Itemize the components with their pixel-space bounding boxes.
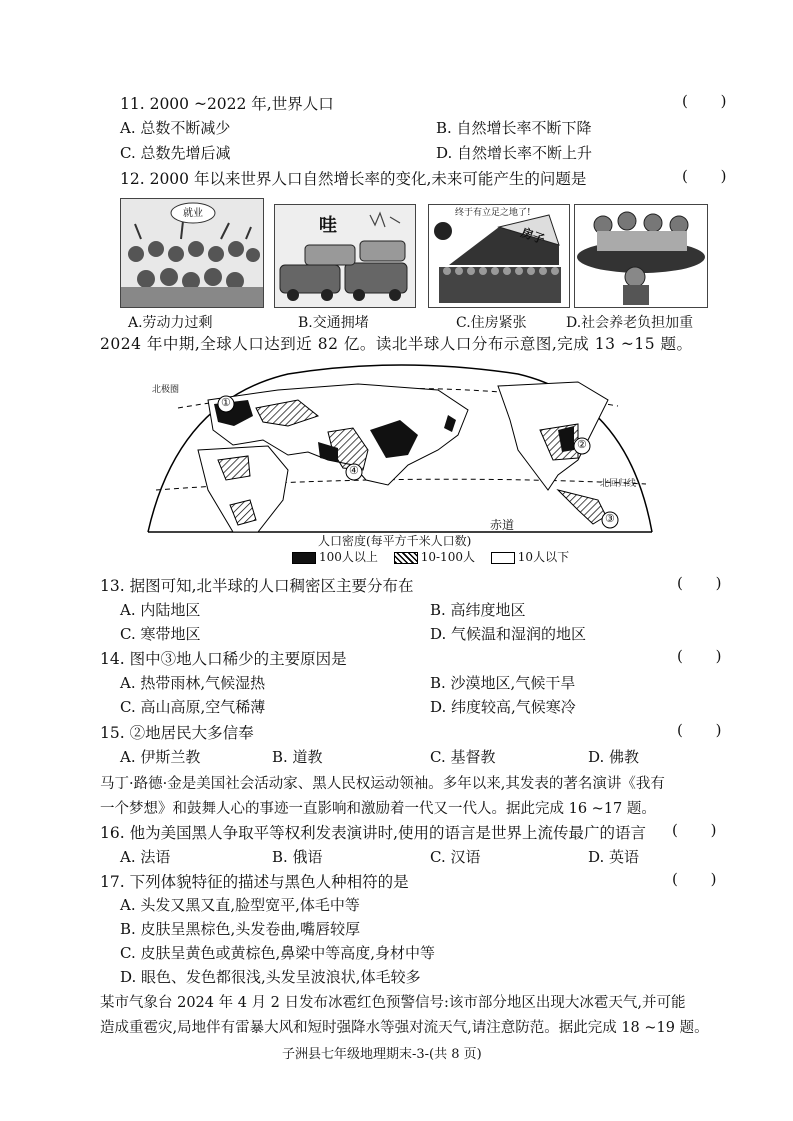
q12-caption-b: B.交通拥堵 xyxy=(298,315,369,331)
q16-option-d: D. 英语 xyxy=(588,848,640,866)
map-marker-1: ① xyxy=(221,396,231,409)
q11-option-d: D. 自然增长率不断上升 xyxy=(436,144,593,162)
q17-stem: 17. 下列体貌特征的描述与黑色人种相符的是 xyxy=(100,873,409,891)
q14-option-b: B. 沙漠地区,气候干旱 xyxy=(430,674,576,692)
q14-option-c: C. 高山高原,空气稀薄 xyxy=(120,698,266,716)
q15-option-d: D. 佛教 xyxy=(588,748,640,766)
q11-answer-paren[interactable]: ( ) xyxy=(682,92,741,110)
q11-option-a: A. 总数不断减少 xyxy=(120,119,231,137)
q13-option-c: C. 寒带地区 xyxy=(120,625,201,643)
q16-stem: 16. 他为美国黑人争取平等权利发表演讲时,使用的语言是世界上流传最广的语言 xyxy=(100,824,647,842)
q16-option-b: B. 俄语 xyxy=(272,848,323,866)
cartoon-b-text: 哇 xyxy=(319,215,337,236)
map-label-equator: 赤道 xyxy=(490,518,515,532)
cartoon-a-text: 就业 xyxy=(183,208,203,219)
cartoon-labor-surplus xyxy=(120,198,264,308)
intro-18-19-line1: 某市气象台 2024 年 4 月 2 日发布冰雹红色预警信号:该市部分地区出现大冰雹天气,并可能 xyxy=(100,995,686,1011)
q17-option-a: A. 头发又黑又直,脸型宽平,体毛中等 xyxy=(120,896,360,914)
map-label-arctic: 北极圈 xyxy=(152,385,180,395)
q11-option-b: B. 自然增长率不断下降 xyxy=(436,119,592,137)
q13-stem: 13. 据图可知,北半球的人口稠密区主要分布在 xyxy=(100,577,414,595)
map-legend-title: 人口密度(每平方千米人口数) xyxy=(318,534,472,548)
map-marker-2: ② xyxy=(577,438,587,451)
legend-swatch-dense xyxy=(292,552,316,564)
q12-caption-a: A.劳动力过剩 xyxy=(128,315,213,331)
q12-caption-d: D.社会养老负担加重 xyxy=(566,315,694,331)
q14-option-a: A. 热带雨林,气候湿热 xyxy=(120,674,266,692)
q11-option-c: C. 总数先增后减 xyxy=(120,144,231,162)
q13-answer-paren[interactable]: ( ) xyxy=(677,574,736,592)
map-label-tropic: 北回归线 xyxy=(600,479,637,489)
intro-18-19-line2: 造成重雹灾,局地伴有雷暴大风和短时强降水等强对流天气,请注意防范。据此完成 18 ~19 题。 xyxy=(100,1020,709,1036)
q17-option-b: B. 皮肤呈黑棕色,头发卷曲,嘴唇较厚 xyxy=(120,920,361,938)
map-marker-3: ③ xyxy=(605,512,615,525)
q14-answer-paren[interactable]: ( ) xyxy=(677,647,736,665)
q14-option-d: D. 纬度较高,气候寒冷 xyxy=(430,698,576,716)
q13-option-b: B. 高纬度地区 xyxy=(430,601,526,619)
q16-answer-paren[interactable]: ( ) xyxy=(672,821,731,839)
q17-option-d: D. 眼色、发色都很浅,头发呈波浪状,体毛较多 xyxy=(120,968,421,986)
q15-option-c: C. 基督教 xyxy=(430,748,496,766)
q16-option-a: A. 法语 xyxy=(120,848,171,866)
cartoon-elderly-burden xyxy=(574,204,708,308)
page-footer: 子洲县七年级地理期末-3-(共 8 页) xyxy=(282,1047,482,1062)
q12-stem: 12. 2000 年以来世界人口自然增长率的变化,未来可能产生的问题是 xyxy=(120,170,587,188)
q15-answer-paren[interactable]: ( ) xyxy=(677,721,736,739)
q13-option-a: A. 内陆地区 xyxy=(120,601,201,619)
legend-medium: 10-100人 xyxy=(420,550,475,564)
intro-16-17-line2: 一个梦想》和鼓舞人心的事迹一直影响和激励着一代又一代人。据此完成 16 ~17 题。 xyxy=(100,801,656,817)
cartoon-c-house-text: 房子 xyxy=(519,225,547,247)
legend-sparse: 10人以下 xyxy=(517,550,570,564)
cartoon-traffic-jam xyxy=(274,204,416,308)
q14-stem: 14. 图中③地人口稀少的主要原因是 xyxy=(100,650,347,668)
intro-16-17-line1: 马丁·路德·金是美国社会活动家、黑人民权运动领袖。多年以来,其发表的著名演讲《我有 xyxy=(100,776,665,792)
q12-answer-paren[interactable]: ( ) xyxy=(682,167,741,185)
q17-answer-paren[interactable]: ( ) xyxy=(672,870,731,888)
map-legend xyxy=(292,548,569,565)
population-distribution-map xyxy=(138,360,662,536)
legend-dense: 100人以上 xyxy=(319,550,378,564)
intro-13-15: 2024 年中期,全球人口达到近 82 亿。读北半球人口分布示意图,完成 13 ~15 题。 xyxy=(100,335,693,353)
q15-option-a: A. 伊斯兰教 xyxy=(120,748,201,766)
q15-stem: 15. ②地居民大多信奉 xyxy=(100,724,254,742)
q16-option-c: C. 汉语 xyxy=(430,848,481,866)
map-marker-4: ④ xyxy=(349,464,359,477)
q12-caption-c: C.住房紧张 xyxy=(456,315,527,331)
q17-option-c: C. 皮肤呈黄色或黄棕色,鼻梁中等高度,身材中等 xyxy=(120,944,436,962)
legend-swatch-sparse xyxy=(491,552,515,564)
q13-option-d: D. 气候温和湿润的地区 xyxy=(430,625,587,643)
cartoon-c-text: 终于有立足之地了! xyxy=(455,208,531,218)
q15-option-b: B. 道教 xyxy=(272,748,323,766)
legend-swatch-medium xyxy=(394,552,418,564)
cartoon-housing-shortage xyxy=(428,204,570,308)
q11-stem: 11. 2000 ~2022 年,世界人口 xyxy=(120,95,334,113)
